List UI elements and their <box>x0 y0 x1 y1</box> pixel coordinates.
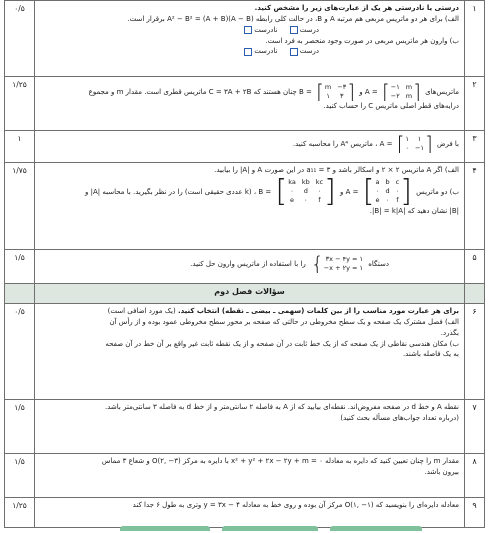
question-row-2 <box>5 77 485 131</box>
question-score: ۱/۲۵ <box>5 498 35 528</box>
question-score: ۱/۵ <box>5 454 35 498</box>
section-title: سؤالات فصل دوم <box>35 284 465 304</box>
question-number: ۸ <box>465 454 485 498</box>
question-score: ۱/۲۵ <box>5 77 35 131</box>
true-label: درست <box>299 25 319 34</box>
question-body: معادله دایره‌ای را بنویسید که O(۱, −۱) مرکز آن بوده و روی خط به معادله y = ۳x − ۴ وتری به طول ۶ جدا کند <box>35 498 465 528</box>
question-title: درستی یا نادرستی هر یک از عبارت‌های زیر را مشخص کنید. <box>254 4 459 12</box>
question-body: الف) اگر A ماتریس ۲ × ۲ و اسکالر باشد و a₁₁ = ۳ در این صورت A و |A| را بیابید. ب) دو ماتریس [ a b c ۰ d ۰ e ۰ f ] = A و [ ka kb kc ۰ d ۰ e ۰ f ] = B ، (k عددی حقیقی است) را در نظر بگیرید. با محاسبه |A| و |B| نشان دهید که |B| = k|A|. <box>35 163 465 250</box>
bottom-tab-1[interactable] <box>120 526 210 531</box>
question-body: ماتریس‌های [ −۱ m −۲ m ] = A و [ m −۳ ۱ ۳ ] = B چنان هستند که C = ۳A + ۲B ماتریس قطری است. مقدار m و مجموع درایه‌های قطر اصلی ماتریس C را حساب کنید. <box>35 77 465 131</box>
false-label: نادرست <box>254 47 278 56</box>
question-number: ۴ <box>465 163 485 250</box>
question-number: ۱ <box>465 1 485 77</box>
question-row-9 <box>5 498 485 528</box>
question-number: ۹ <box>465 498 485 528</box>
question-score: ۱/۷۵ <box>5 163 35 250</box>
true-label: درست <box>299 47 319 56</box>
question-score: ۱/۵ <box>5 400 35 454</box>
question-row-6 <box>5 304 485 400</box>
true-checkbox[interactable] <box>290 26 298 34</box>
question-score: ۱/۵ <box>5 250 35 284</box>
question-body <box>35 1 465 77</box>
statement-a: الف) برای هر دو ماتریس مربعی هم مرتبه A و B، در حالت کلی رابطه (A − B)(A + B) = A² − B² برقرار است. <box>127 14 459 23</box>
equation-system: { ۳x − ۴y = ۱ −x + ۲y = ۱ <box>310 252 363 273</box>
statement-b: ب) وارون هر ماتریس مربعی در صورت وجود منحصر به فرد است. <box>265 36 459 45</box>
question-score: ۱ <box>5 131 35 163</box>
question-row-8 <box>5 454 485 498</box>
exam-table <box>4 0 485 528</box>
bottom-tab-2[interactable] <box>222 526 318 531</box>
question-number: ۲ <box>465 77 485 131</box>
question-number: ۷ <box>465 400 485 454</box>
question-row-7 <box>5 400 485 454</box>
question-body: برای هر عبارت مورد مناسب را از بین کلمات (سهمی ـ بیضی ـ نقطه) انتخاب کنید. (یک مورد اضافی است) الف) فصل مشترک یک صفحه و یک سطح مخروطی در حالتی که صفحه بر محور سطح مخروطی عمود بوده و از رأس آن بگذرد. ب) مکان هندسی نقاطی از یک صفحه که از یک خط ثابت در آن صفحه و از یک نقطه ثابت غیر واقع بر آن خط در آن صفحه به یک فاصله باشند. <box>35 304 465 400</box>
bottom-tab-3[interactable] <box>330 526 422 531</box>
question-number: ۵ <box>465 250 485 284</box>
question-body: مقدار m را چنان تعیین کنید که دایره به معادله x² + y² + ۲x − ۲y + m = ۰ با دایره به مرکز O(۲, −۳) و شعاع ۳ مماس بیرون باشد. <box>35 454 465 498</box>
question-body: دستگاه { ۳x − ۴y = ۱ −x + ۲y = ۱ را با استفاده از ماتریس وارون حل کنید. <box>35 250 465 284</box>
false-checkbox[interactable] <box>244 48 252 56</box>
question-row-1 <box>5 1 485 77</box>
question-body: نقطه A و خط d در صفحه مفروض‌اند. نقطه‌ای بیابید که از A به فاصله ۲ سانتی‌متر و از خط d به فاصله ۳ سانتی‌متر باشد. (درباره تعداد جواب‌های مسأله بحث کنید) <box>35 400 465 454</box>
question-score: ۰/۵ <box>5 304 35 400</box>
question-row-4 <box>5 163 485 250</box>
question-score: ۰/۵ <box>5 1 35 77</box>
matrix-b: [ m −۳ ۱ ۳ ] <box>316 80 356 101</box>
false-checkbox[interactable] <box>244 26 252 34</box>
question-body: با فرض [ ۱ ۱ ۰ −۱ ] = A ، ماتریس A⁴ را محاسبه کنید. <box>35 131 465 163</box>
matrix-a: [ a b c ۰ d ۰ e ۰ f ] <box>362 175 412 206</box>
false-label: نادرست <box>254 25 278 34</box>
answer-options-a <box>39 25 319 36</box>
answer-options-b <box>39 46 319 57</box>
question-row-3 <box>5 131 485 163</box>
question-number: ۶ <box>465 304 485 400</box>
section-header <box>5 284 485 304</box>
matrix-a: [ ۱ ۱ ۰ −۱ ] <box>396 133 433 153</box>
true-checkbox[interactable] <box>290 48 298 56</box>
matrix-a: [ −۱ m −۲ m ] <box>381 80 421 101</box>
question-row-5 <box>5 250 485 284</box>
matrix-b: [ ka kb kc ۰ d ۰ e ۰ f ] <box>275 175 336 206</box>
question-number: ۳ <box>465 131 485 163</box>
